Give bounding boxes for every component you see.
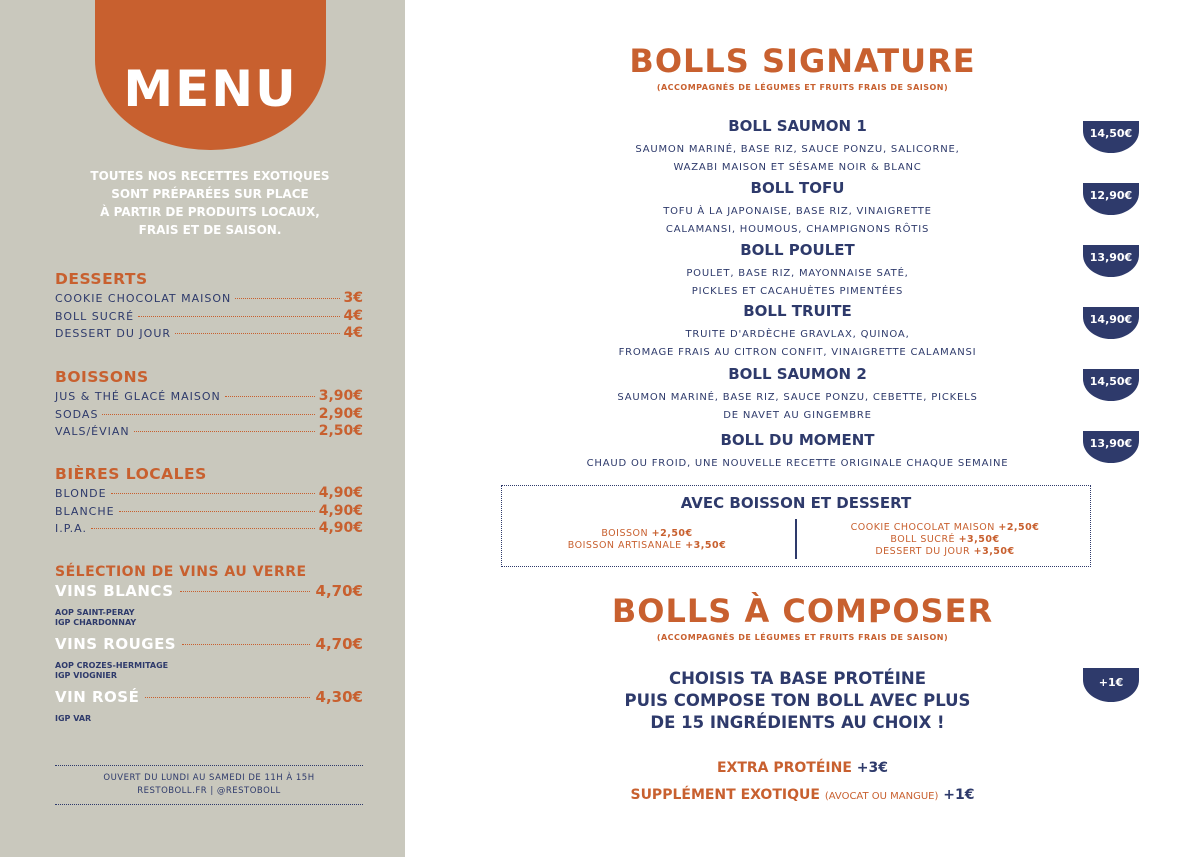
combo-box: AVEC BOISSON ET DESSERT BOISSON +2,50€ BOISSON ARTISANALE +3,50€ COOKIE CHOCOLAT MAISON +2,50€ BOLL SUCRÉ +3,50€ DESSERT DU JOUR +3,50€: [501, 485, 1091, 567]
list-item: BOLL SUCRÉ 4€: [55, 307, 363, 324]
section-vins: SÉLECTION DE VINS AU VERRE VINS BLANCS 4,70€ AOP SAINT-PERAY IGP CHARDONNAY VINS ROUGES 4,70€ AOP CROZES-HERMITAGE IGP VIOGNIER VIN ROSÉ 4,30€ IGP VAR: [55, 564, 363, 723]
right-panel: [405, 0, 1200, 857]
divider: [795, 519, 797, 559]
section-title: DESSERTS: [55, 270, 148, 288]
list-item: VALS/ÉVIAN 2,50€: [55, 423, 363, 439]
compose-title: BOLLS À COMPOSER: [611, 592, 994, 630]
boll-item: BOLL TOFU TOFU À LA JAPONAISE, BASE RIZ, VINAIGRETTE CALAMANSI, HOUMOUS, CHAMPIGNONS RÔTIS: [663, 179, 932, 235]
list-item: DESSERT DU JOUR 4€: [55, 325, 363, 341]
section-bieres: [55, 465, 363, 538]
compose-subtitle: (ACCOMPAGNÉS DE LÉGUMES ET FRUITS FRAIS DE SAISON): [656, 633, 949, 642]
price-badge: +1€: [1083, 668, 1139, 702]
wine-item: VINS ROUGES 4,70€: [55, 635, 363, 653]
price-badge: 13,90€: [1083, 245, 1139, 277]
opening-hours-footer: OUVERT DU LUNDI AU SAMEDI DE 11H À 15H RESTOBOLL.FR | @RESTOBOLL: [55, 765, 363, 805]
left-panel: [0, 0, 405, 857]
price-badge: 12,90€: [1083, 183, 1139, 215]
section-boissons: [55, 368, 363, 441]
section-title: BOISSONS: [55, 368, 149, 386]
compose-text: CHOISIS TA BASE PROTÉINE PUIS COMPOSE TON BOLL AVEC PLUS DE 15 INGRÉDIENTS AU CHOIX !: [624, 669, 971, 732]
list-item: JUS & THÉ GLACÉ MAISON 3,90€: [55, 388, 363, 404]
signature-title: BOLLS SIGNATURE: [629, 42, 976, 80]
boll-item: BOLL DU MOMENT CHAUD OU FROID, UNE NOUVELLE RECETTE ORIGINALE CHAQUE SEMAINE: [586, 431, 1009, 469]
extra-protein: EXTRA PROTÉINE +3€: [716, 760, 889, 776]
section-title: SÉLECTION DE VINS AU VERRE: [55, 564, 307, 580]
section-title: BIÈRES LOCALES: [55, 465, 207, 483]
wine-item: VINS BLANCS 4,70€: [55, 582, 363, 600]
price-badge: 14,50€: [1083, 121, 1139, 153]
list-item: COOKIE CHOCOLAT MAISON 3€: [55, 290, 363, 306]
boll-item: BOLL TRUITE TRUITE D'ARDÈCHE GRAVLAX, QUINOA, FROMAGE FRAIS AU CITRON CONFIT, VINAIGRETTE CALAMANSI: [618, 302, 977, 358]
boll-item: BOLL SAUMON 1 SAUMON MARINÉ, BASE RIZ, SAUCE PONZU, SALICORNE, WAZABI MAISON ET SÉSAME NOIR & BLANC: [635, 117, 960, 173]
price-badge: 14,50€: [1083, 369, 1139, 401]
price-badge: 13,90€: [1083, 431, 1139, 463]
list-item: BLANCHE 4,90€: [55, 502, 363, 519]
extra-exotic: SUPPLÉMENT EXOTIQUE (AVOCAT OU MANGUE) +1€: [630, 787, 975, 803]
boll-item: BOLL SAUMON 2 SAUMON MARINÉ, BASE RIZ, SAUCE PONZU, CEBETTE, PICKELS DE NAVET AU GINGEMBRE: [617, 365, 978, 421]
list-item: SODAS 2,90€: [55, 405, 363, 422]
wine-item: VIN ROSÉ 4,30€: [55, 688, 363, 706]
list-item: I.P.A. 4,90€: [55, 520, 363, 536]
intro-text: TOUTES NOS RECETTES EXOTIQUES SONT PRÉPARÉES SUR PLACE À PARTIR DE PRODUITS LOCAUX, FRAIS ET DE SAISON.: [90, 169, 330, 237]
price-badge: 14,90€: [1083, 307, 1139, 339]
signature-subtitle: (ACCOMPAGNÉS DE LÉGUMES ET FRUITS FRAIS DE SAISON): [656, 83, 949, 92]
menu-title: MENU: [123, 60, 298, 118]
list-item: BLONDE 4,90€: [55, 485, 363, 501]
section-desserts: [55, 270, 363, 343]
boll-item: BOLL POULET POULET, BASE RIZ, MAYONNAISE SATÉ, PICKLES ET CACAHUÈTES PIMENTÉES: [686, 241, 909, 297]
